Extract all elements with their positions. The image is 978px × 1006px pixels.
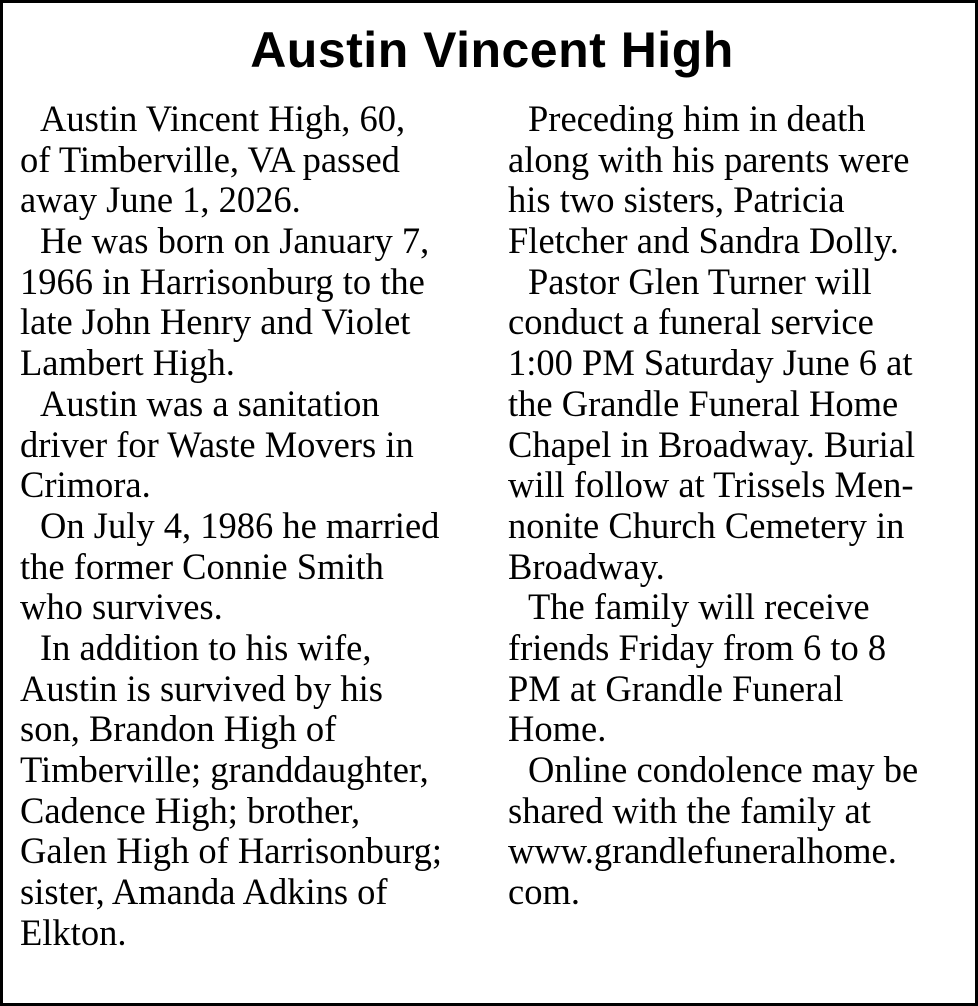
text-line: who survives. bbox=[20, 586, 223, 628]
text-line: com. bbox=[508, 871, 580, 913]
text-line: Cadence High; brother, bbox=[20, 789, 361, 831]
text-line: of Timberville, VA passed bbox=[20, 138, 400, 180]
text-line: Elkton. bbox=[20, 911, 127, 953]
text-line: Austin Vincent High, 60, bbox=[40, 98, 406, 139]
text-line: the former Connie Smith bbox=[20, 545, 384, 587]
text-line: Austin was a sanitation bbox=[40, 382, 380, 424]
text-line: Crimora. bbox=[20, 464, 151, 506]
text-line: Galen High of Harrisonburg; bbox=[20, 830, 443, 872]
text-line: away June 1, 2026. bbox=[20, 179, 301, 221]
text-line: 1:00 PM Saturday June 6 at bbox=[508, 342, 913, 384]
text-line: nonite Church Cemetery in bbox=[508, 504, 905, 546]
text-line: Chapel in Broadway. Burial bbox=[508, 423, 916, 465]
obituary-left-column bbox=[20, 99, 490, 953]
text-line: Austin is survived by his bbox=[20, 667, 383, 709]
text-line: www.grandlefuneralhome. bbox=[508, 830, 897, 872]
text-line: Lambert High. bbox=[20, 342, 235, 384]
text-line: sister, Amanda Adkins of bbox=[20, 871, 388, 913]
text-line: Preceding him in death bbox=[528, 98, 866, 139]
text-line: Broadway. bbox=[508, 545, 665, 587]
text-line: He was born on January 7, bbox=[40, 220, 430, 262]
text-line: conduct a funeral service bbox=[508, 301, 874, 343]
text-line: On July 4, 1986 he married bbox=[40, 504, 440, 546]
text-line: will follow at Trissels Men- bbox=[508, 464, 914, 506]
text-line: Home. bbox=[508, 708, 607, 750]
text-line: late John Henry and Violet bbox=[20, 301, 411, 343]
text-line: Online condolence may be bbox=[528, 749, 919, 790]
text-line: Timberville; granddaughter, bbox=[20, 749, 429, 790]
text-line: Fletcher and Sandra Dolly. bbox=[508, 220, 899, 262]
text-line: shared with the family at bbox=[508, 789, 871, 831]
text-line: the Grandle Funeral Home bbox=[508, 382, 899, 424]
text-line: Pastor Glen Turner will bbox=[528, 260, 872, 302]
text-line: driver for Waste Movers in bbox=[20, 423, 414, 465]
text-line: In addition to his wife, bbox=[40, 626, 372, 668]
text-line: 1966 in Harrisonburg to the bbox=[20, 260, 425, 302]
text-line: along with his parents were bbox=[508, 138, 910, 180]
text-line: The family will receive bbox=[528, 586, 870, 628]
obituary-title: Austin Vincent High bbox=[250, 22, 734, 78]
text-line: friends Friday from 6 to 8 bbox=[508, 626, 887, 668]
text-line: his two sisters, Patricia bbox=[508, 179, 845, 221]
text-line: son, Brandon High of bbox=[20, 708, 337, 750]
obituary-right-column bbox=[508, 99, 968, 913]
text-line: PM at Grandle Funeral bbox=[508, 667, 844, 709]
